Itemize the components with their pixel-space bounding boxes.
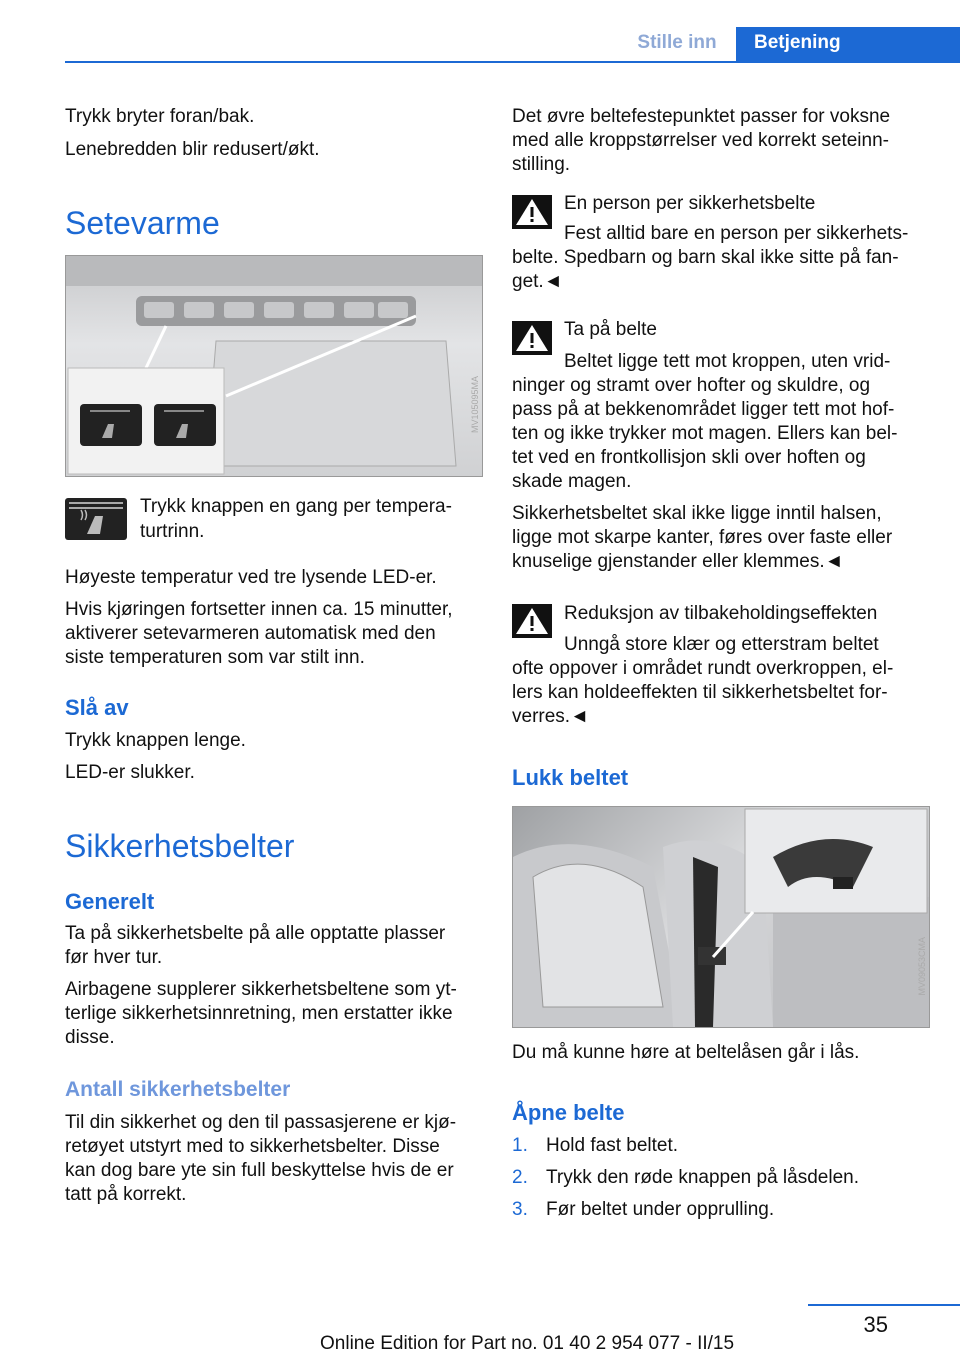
seat-belt-illustration [513, 807, 929, 1027]
heading-setevarme: Setevarme [65, 205, 220, 241]
list-number: 3. [512, 1199, 528, 1220]
warning-icon [512, 321, 552, 355]
heading-sikkerhetsbelter: Sikkerhetsbelter [65, 828, 295, 864]
paragraph: Sikkerhetsbeltet skal ikke ligge inntil halsen, [512, 503, 882, 524]
paragraph: Hvis kjøringen fortsetter innen ca. 15 minutter, [65, 599, 453, 620]
paragraph: Til din sikkerhet og den til passasjerene er kjø‐ [65, 1112, 457, 1133]
paragraph: Det øvre beltefestepunktet passer for voksne [512, 106, 891, 127]
warning-text: Unngå store klær og etterstram beltet [564, 634, 879, 655]
warning-text: Fest alltid bare en person per sikkerhets‐ [564, 223, 909, 244]
list-item [512, 1198, 774, 1222]
warning-text: pass på at bekkenområdet ligger tett mot hof‐ [512, 399, 895, 420]
paragraph: LED-er slukker. [65, 762, 195, 783]
paragraph: terlige sikkerhetsinnretning, men erstatter ikke [65, 1003, 453, 1024]
list-text: Hold fast beltet. [546, 1135, 679, 1156]
paragraph: Høyeste temperatur ved tre lysende LED-er. [65, 567, 437, 588]
warning-text: lers kan holdeeffekten til sikkerhetsbeltet for‐ [512, 682, 888, 703]
warning-text: ten og ikke trykker mot magen. Ellers kan bel‐ [512, 423, 898, 444]
list-text: Før beltet under opprulling. [546, 1199, 775, 1220]
paragraph: retøyet utstyrt med to sikkerhetsbelter. Disse [65, 1136, 440, 1157]
warning-icon [512, 195, 552, 229]
paragraph: siste temperaturen som var stilt inn. [65, 647, 365, 668]
warning-icon [512, 604, 552, 638]
paragraph: Trykk knappen lenge. [65, 730, 246, 751]
paragraph: kan dog bare yte sin full beskyttelse hvis de er [65, 1160, 454, 1181]
warning-text: ninger og stramt over hofter og skuldre, og [512, 375, 871, 396]
paragraph: Airbagene supplerer sikkerhetsbeltene som yt‐ [65, 979, 457, 1000]
page-number: 35 [863, 1312, 888, 1337]
seat-belt-photo [512, 806, 930, 1028]
heading-apne-belte: Åpne belte [512, 1100, 625, 1125]
paragraph: tatt på korrekt. [65, 1184, 187, 1205]
footer-rule [808, 1304, 960, 1306]
paragraph: knuselige gjenstander eller klemmes.◄ [512, 551, 844, 572]
heading-antall-sikkerhetsbelter: Antall sikkerhetsbelter [65, 1078, 291, 1101]
header-rule [65, 61, 960, 63]
photo-code: MV09053CMA [917, 937, 927, 996]
paragraph: ligge mot skarpe kanter, føres over faste eller [512, 527, 893, 548]
edition-footer: Online Edition for Part no. 01 40 2 954 077 - II/15 [320, 1333, 735, 1354]
warning-text: skade magen. [512, 471, 632, 492]
paragraph: Ta på sikkerhetsbelte på alle opptatte plasser [65, 923, 446, 944]
warning-text: ofte oppover i området rundt overkroppen, el‐ [512, 658, 894, 679]
warning-text: get.◄ [512, 271, 563, 292]
tab-betjening[interactable]: Betjening [736, 27, 960, 61]
paragraph: Trykk bryter foran/bak. [65, 106, 255, 127]
warning-text: tet ved en frontkollisjon skli over hoften og [512, 447, 866, 468]
icon-caption: Trykk knappen en gang per tempera‐ [140, 496, 452, 517]
seat-heating-button-icon [65, 498, 127, 540]
photo-code: MV105095MA [470, 376, 480, 434]
list-text: Trykk den røde knappen på låsdelen. [546, 1167, 859, 1188]
paragraph: Du må kunne høre at beltelåsen går i lås. [512, 1042, 860, 1063]
paragraph: Lenebredden blir redusert/økt. [65, 139, 320, 160]
paragraph: aktiverer setevarmeren automatisk med den [65, 623, 436, 644]
warning-text: Beltet ligge tett mot kroppen, uten vrid‐ [564, 351, 891, 372]
list-number: 1. [512, 1135, 528, 1156]
warning-title: En person per sikkerhetsbelte [564, 193, 816, 214]
tab-stille-inn[interactable]: Stille inn [637, 32, 717, 53]
heading-lukk-beltet: Lukk beltet [512, 765, 629, 790]
heading-sla-av: Slå av [65, 695, 129, 720]
paragraph: med alle kroppstørrelser ved korrekt seteinn‐ [512, 130, 889, 151]
seat-heating-photo [65, 255, 483, 477]
paragraph: stilling. [512, 154, 571, 175]
seat-heating-illustration [66, 256, 482, 476]
list-item [512, 1134, 678, 1158]
warning-title: Ta på belte [564, 319, 657, 340]
icon-caption: turtrinn. [140, 521, 205, 542]
paragraph: disse. [65, 1027, 115, 1048]
paragraph: før hver tur. [65, 947, 163, 968]
warning-text: verres.◄ [512, 706, 589, 727]
warning-title: Reduksjon av tilbakeholdingseffekten [564, 603, 878, 624]
heading-generelt: Generelt [65, 889, 155, 914]
list-number: 2. [512, 1167, 528, 1188]
warning-text: belte. Spedbarn og barn skal ikke sitte på fan‐ [512, 247, 899, 268]
list-item [512, 1166, 859, 1190]
